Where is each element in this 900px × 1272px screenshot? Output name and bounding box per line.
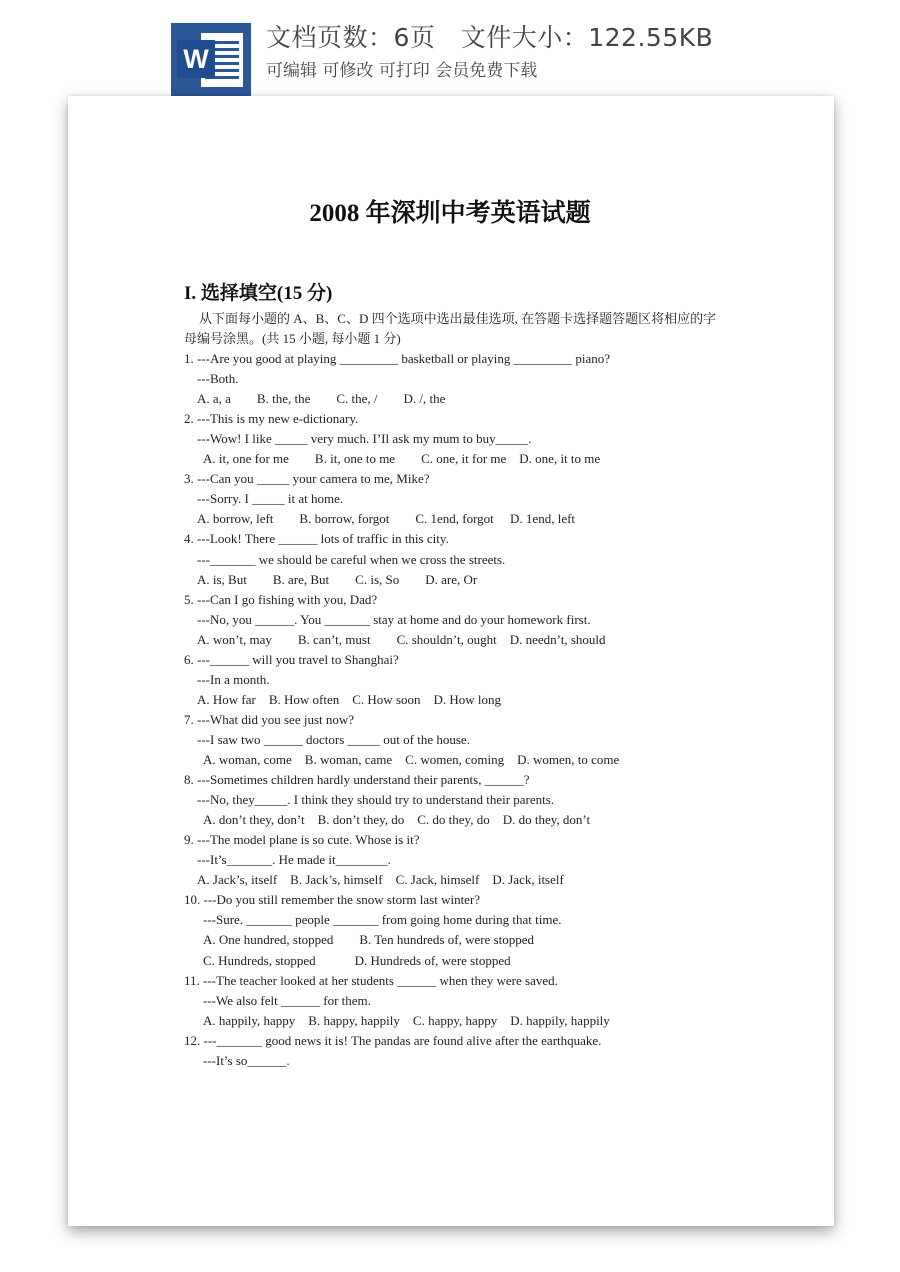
answer-options: A. don’t they, don’t B. don’t they, do C. do they, do D. do they, don’t: [203, 812, 591, 827]
document-actions-line: 可编辑 可修改 可打印 会员免费下载: [266, 61, 538, 81]
question-prompt: 6. ---______ will you travel to Shanghai?: [184, 652, 399, 667]
question-prompt: 5. ---Can I go fishing with you, Dad?: [184, 592, 378, 607]
answer-options: A. is, But B. are, But C. is, So D. are, Or: [197, 572, 478, 587]
word-letter-badge: W: [177, 40, 215, 78]
dialogue-line: ---_______ we should be careful when we cross the streets.: [197, 552, 506, 567]
dialogue-line: ---It’s so______.: [203, 1053, 290, 1068]
question-prompt: 1. ---Are you good at playing _________ basketball or playing _________ piano?: [184, 351, 611, 366]
document-page: [68, 96, 834, 1226]
question-prompt: 11. ---The teacher looked at her students ______ when they were saved.: [184, 973, 558, 988]
dialogue-line: ---I saw two ______ doctors _____ out of the house.: [197, 732, 470, 747]
dialogue-line: ---No, they_____. I think they should try to understand their parents.: [197, 792, 555, 807]
answer-options: A. Jack’s, itself B. Jack’s, himself C. Jack, himself D. Jack, itself: [197, 872, 564, 887]
question-prompt: 8. ---Sometimes children hardly understand their parents, ______?: [184, 772, 530, 787]
answer-options: A. won’t, may B. can’t, must C. shouldn’t, ought D. needn’t, should: [197, 632, 606, 647]
answer-options: C. Hundreds, stopped D. Hundreds of, were stopped: [203, 953, 511, 968]
section-heading: I. 选择填空(15 分): [184, 283, 333, 304]
answer-options: A. One hundred, stopped B. Ten hundreds of, were stopped: [203, 932, 535, 947]
dialogue-line: ---Both.: [197, 371, 239, 386]
section-instructions: 从下面每小题的 A、B、C、D 四个选项中选出最佳选项, 在答题卡选择题答题区将相应的字母编号涂黑。(共 15 小题, 每小题 1 分): [184, 311, 717, 346]
document-title: 2008 年深圳中考英语试题: [309, 200, 591, 227]
dialogue-line: ---Wow! I like _____ very much. I’Il ask my mum to buy_____.: [197, 431, 532, 446]
answer-options: A. woman, come B. woman, came C. women, coming D. women, to come: [203, 752, 620, 767]
answer-options: A. happily, happy B. happy, happily C. happy, happy D. happily, happily: [203, 1013, 610, 1028]
question-prompt: 10. ---Do you still remember the snow storm last winter?: [184, 892, 481, 907]
dialogue-line: ---Sorry. I _____ it at home.: [197, 491, 344, 506]
dialogue-line: ---Sure. _______ people _______ from going home during that time.: [203, 912, 562, 927]
word-document-icon: [171, 23, 251, 96]
question-prompt: 4. ---Look! There ______ lots of traffic in this city.: [184, 531, 449, 546]
answer-options: A. How far B. How often C. How soon D. How long: [197, 692, 502, 707]
question-prompt: 12. ---_______ good news it is! The pandas are found alive after the earthquake.: [184, 1033, 602, 1048]
question-prompt: 3. ---Can you _____ your camera to me, Mike?: [184, 471, 430, 486]
dialogue-line: ---In a month.: [197, 672, 270, 687]
question-prompt: 7. ---What did you see just now?: [184, 712, 355, 727]
answer-options: A. a, a B. the, the C. the, / D. /, the: [197, 391, 446, 406]
answer-options: A. it, one for me B. it, one to me C. one, it for me D. one, it to me: [203, 451, 601, 466]
question-prompt: 9. ---The model plane is so cute. Whose is it?: [184, 832, 420, 847]
dialogue-line: ---We also felt ______ for them.: [203, 993, 371, 1008]
question-prompt: 2. ---This is my new e-dictionary.: [184, 411, 359, 426]
document-info-line: 文档页数：6页 文件大小：122.55KB: [266, 23, 714, 52]
dialogue-line: ---It’s_______. He made it________.: [197, 852, 391, 867]
answer-options: A. borrow, left B. borrow, forgot C. 1end, forgot D. 1end, left: [197, 511, 576, 526]
dialogue-line: ---No, you ______. You _______ stay at home and do your homework first.: [197, 612, 591, 627]
document-banner: [0, 0, 900, 100]
